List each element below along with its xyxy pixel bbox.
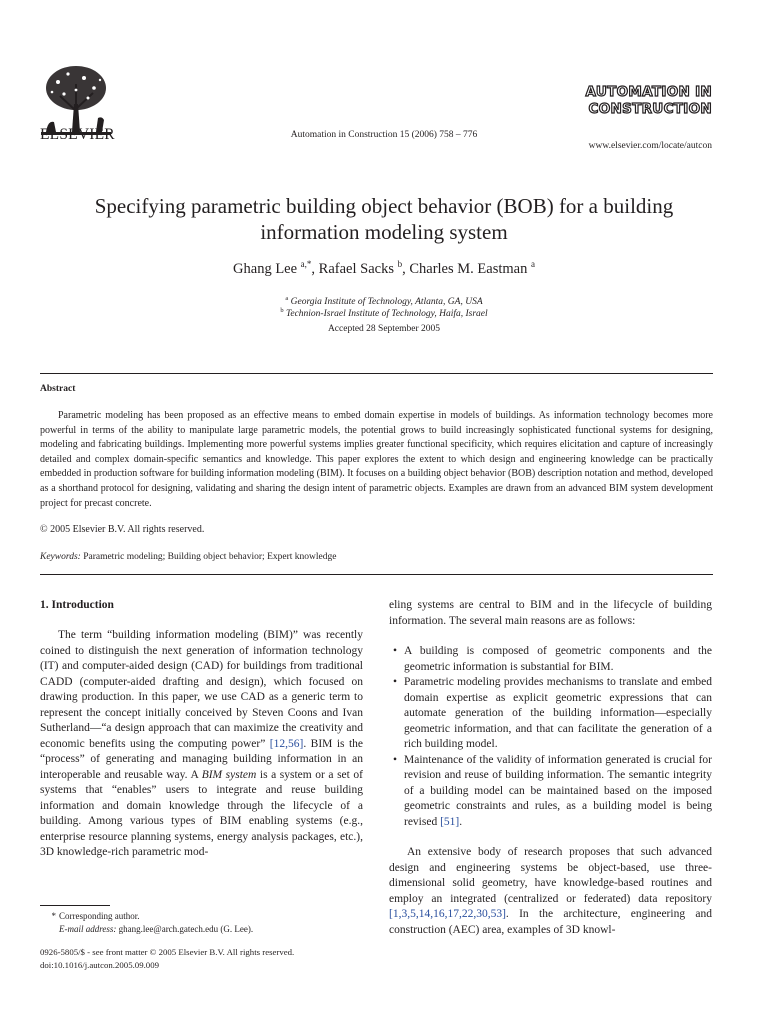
list-item-text: A building is composed of geometric components and the geometric information is substantial for BIM. bbox=[404, 645, 712, 673]
affiliation-mark: b bbox=[280, 307, 284, 314]
email-label: E-mail address: bbox=[59, 924, 117, 934]
footnote-text: Corresponding author. bbox=[59, 911, 140, 921]
body-text: An extensive body of research proposes that such advanced design and engineering systems be object-based, use three-dimensional solid geometry, have knowledge-based routines and employ an integrated (centralized or federated) data repository bbox=[389, 846, 712, 905]
body-text: . In the architecture, engineering and construction (AEC) area, examples of 3D knowl- bbox=[389, 908, 712, 936]
author-name: Charles M. Eastman bbox=[409, 260, 528, 277]
author-name: Rafael Sacks bbox=[318, 260, 394, 277]
journal-citation: Automation in Construction 15 (2006) 758 – 776 bbox=[290, 130, 478, 140]
list-item bbox=[389, 644, 712, 675]
affiliation bbox=[0, 305, 768, 320]
author-affiliation-mark: b bbox=[397, 259, 403, 269]
divider bbox=[40, 373, 713, 374]
intro-paragraph bbox=[40, 628, 363, 861]
citation-link[interactable]: [51] bbox=[440, 815, 460, 828]
publisher-name: ELSEVIER bbox=[40, 126, 115, 143]
affiliation-mark: a bbox=[285, 295, 289, 302]
email-link[interactable]: ghang.lee@arch.gatech.edu (G. Lee). bbox=[118, 924, 254, 934]
author-list: Ghang Lee $^{a,*}$, Rafael Sacks $^b$, Charles M. Eastman $^a$ bbox=[233, 259, 535, 277]
reasons-list bbox=[389, 644, 712, 830]
emphasis-text: BIM system bbox=[201, 768, 257, 781]
body-paragraph bbox=[389, 845, 712, 938]
footnote-mark: * bbox=[51, 911, 56, 921]
affiliation-text: Georgia Institute of Technology, Atlanta, GA, USA bbox=[290, 297, 483, 308]
keywords-label: Keywords: bbox=[40, 552, 81, 562]
journal-url-link[interactable]: www.elsevier.com/locate/autcon bbox=[588, 141, 712, 151]
list-item-text: Maintenance of the validity of information generated is crucial for revision and reuse of building information. The semantic integrity of a building model can be maintained based on the imposed geometric constraints and rules, as a building model is being revised bbox=[404, 753, 712, 828]
body-text: The term “building information modeling (BIM)” was recently coined to distinguish the next generation of information technology (IT) and computer-aided design (CAD) for buildings from traditional CADD (computer-aided drafting and design), which focused on drawing production. In this paper, we use CAD as a generic term to represent the concept initially conceived by Steven Coons and Ivan Sutherland—“a design approach that can maximize the creativity and economic benefits using the computing power” bbox=[40, 629, 363, 750]
body-text: eling systems are central to BIM and in the lifecycle of building information. The several main reasons are as follows: bbox=[389, 599, 712, 627]
accepted-date: Accepted 28 September 2005 bbox=[327, 324, 441, 334]
author-affiliation-mark: a,* bbox=[300, 259, 312, 269]
body-text: . BIM is the “process” of generating and managing building information in an interoperable and reusable way. A bbox=[40, 737, 364, 781]
citation-link[interactable]: [12,56] bbox=[269, 737, 304, 750]
divider bbox=[40, 574, 713, 575]
abstract-heading: Abstract bbox=[40, 384, 76, 394]
list-item bbox=[389, 753, 712, 831]
section-heading: 1. Introduction bbox=[40, 599, 114, 611]
abstract-body: Parametric modeling has been proposed as an effective means to embed domain expertise in models of buildings. As information technology becomes more powerful in terms of the ability to manipulate large parametric models, the potential grows to build increasingly sophisticated functional systems for designing, modeling and fabricating buildings. Implementing more powerful systems implies greater functional specificity, which requires elicitation and capture of increasingly detailed and complex domain-specific semantics and knowledge. This paper explores the extent to which design and engineering knowledge can be practically embedded in production software for building information modeling (BIM). It focuses on a building object behavior (BOB) description notation and method, developed as a shorthand protocol for designing, validating and sharing the design intent of parametric objects. Examples are drawn from an advanced BIM system development project for precast concrete. bbox=[40, 410, 713, 509]
affiliation-text: Technion-Israel Institute of Technology, Haifa, Israel bbox=[285, 309, 488, 320]
footnote-divider bbox=[40, 905, 110, 906]
journal-brand-line1: AUTOMATION IN bbox=[585, 84, 712, 100]
continuation-paragraph bbox=[389, 598, 712, 629]
issn-line: 0926-5805/$ - see front matter © 2005 Elsevier B.V. All rights reserved. bbox=[40, 947, 295, 957]
journal-brand-logo bbox=[586, 84, 712, 118]
abstract-copyright: © 2005 Elsevier B.V. All rights reserved. bbox=[40, 524, 205, 535]
body-text: is a system or a set of systems that “enables” users to integrate and reuse building information and domain knowledge through the lifecycle of a building. Among various types of BIM enabling systems (e.g., enterprise resource planning systems, energy analysis packages, etc.), 3D knowledge-rich parametric mod- bbox=[40, 768, 363, 858]
keywords-text: Parametric modeling; Building object behavior; Expert knowledge bbox=[83, 552, 337, 562]
list-item-text: . bbox=[459, 815, 463, 828]
corresponding-author-note bbox=[40, 910, 140, 923]
list-item bbox=[389, 675, 712, 753]
keywords bbox=[40, 552, 336, 562]
email-note bbox=[59, 923, 253, 936]
list-item-text: Parametric modeling provides mechanisms to translate and embed domain expertise as explicit geometric expressions that can automate generation of the building information—especially geometric information, and that can facilitate the generation of a rich building model. bbox=[404, 676, 712, 750]
journal-brand-line2: CONSTRUCTION bbox=[588, 101, 712, 117]
doi-line: doi:10.1016/j.autcon.2005.09.009 bbox=[40, 959, 159, 970]
author-affiliation-mark: a bbox=[530, 259, 535, 269]
author-name: Ghang Lee bbox=[233, 260, 298, 277]
citation-link[interactable]: [1,3,5,14,16,17,22,30,53] bbox=[389, 908, 506, 920]
article-title: Specifying parametric building object behavior (BOB) for a building information modeling system bbox=[94, 194, 674, 244]
front-matter bbox=[40, 946, 294, 971]
